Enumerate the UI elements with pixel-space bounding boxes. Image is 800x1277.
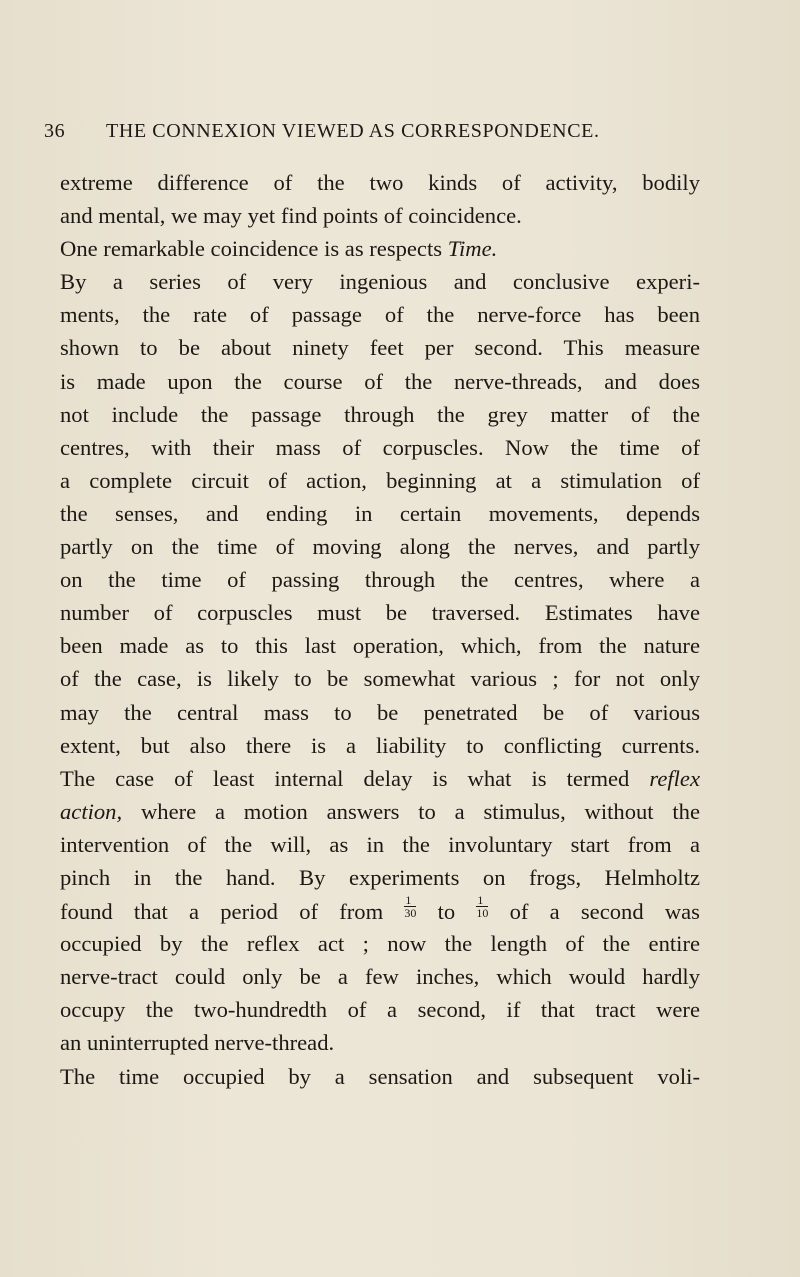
italic-word: action,: [60, 798, 123, 824]
text-line: an uninterrupted nerve-thread.: [60, 1030, 335, 1056]
text-fragment: found that a period of from: [60, 899, 384, 925]
text-line: not include the passage through the grey matter of the: [60, 401, 700, 427]
text-line: extreme difference of the two kinds of activity, bodily: [60, 170, 700, 195]
text-fragment: where a motion answers to a stimulus, without the: [140, 798, 700, 824]
text-line: on the time of passing through the centres, where a: [60, 567, 700, 593]
fraction-numerator: 1: [404, 894, 416, 907]
text-fragment: to: [437, 899, 456, 925]
text-line: the senses, and ending in certain movements, depends: [60, 500, 700, 526]
fraction: [476, 894, 488, 919]
text-line: nerve-tract could only be a few inches, which would hardly: [60, 964, 700, 990]
italic-word: Time.: [447, 236, 498, 262]
text-line: is made upon the course of the nerve-threads, and does: [60, 368, 700, 394]
italic-word: reflex: [649, 765, 700, 791]
text-line: shown to be about ninety feet per second. This measure: [60, 335, 700, 361]
text-line: a complete circuit of action, beginning at a stimulation of: [60, 467, 700, 493]
text-fragment: One remarkable coincidence is as respects: [60, 236, 443, 262]
body-text: [60, 166, 700, 1093]
page-header: [44, 120, 704, 143]
text-line: [60, 232, 700, 265]
text-line: occupy the two-hundredth of a second, if that tract were: [60, 997, 700, 1023]
text-line: may the central mass to be penetrated be of various: [60, 699, 700, 725]
text-line: been made as to this last operation, which, from the nature: [60, 633, 700, 659]
text-fragment: of a second was: [509, 899, 700, 925]
fraction-numerator: 1: [476, 894, 488, 907]
text-line: By a series of very ingenious and conclusive experi-: [60, 269, 700, 295]
text-line: of the case, is likely to be somewhat various ; for not only: [60, 666, 700, 692]
text-line: intervention of the will, as in the involuntary start from a: [60, 831, 700, 857]
text-line: number of corpuscles must be traversed. Estimates have: [60, 600, 700, 626]
page-number: 36: [44, 120, 66, 142]
running-title: THE CONNEXION VIEWED AS CORRESPONDENCE.: [106, 120, 600, 142]
text-fragment: The case of least internal delay is what is termed: [60, 765, 630, 791]
fraction-denominator: 30: [404, 906, 417, 921]
text-line: partly on the time of moving along the nerves, and partly: [60, 534, 700, 560]
text-line: extent, but also there is a liability to conflicting currents.: [60, 732, 700, 758]
text-line: occupied by the reflex act ; now the length of the entire: [60, 931, 700, 957]
text-line: ments, the rate of passage of the nerve-force has been: [60, 302, 700, 328]
fraction: [404, 894, 416, 919]
text-line: [60, 762, 700, 795]
text-line: [60, 795, 700, 828]
text-line: and mental, we may yet find points of coincidence.: [60, 203, 522, 229]
text-line: [60, 894, 700, 927]
text-line: pinch in the hand. By experiments on frogs, Helmholtz: [60, 864, 700, 890]
fraction-denominator: 10: [476, 906, 489, 921]
text-line: The time occupied by a sensation and subsequent voli-: [60, 1063, 700, 1089]
text-line: centres, with their mass of corpuscles. Now the time of: [60, 434, 700, 460]
